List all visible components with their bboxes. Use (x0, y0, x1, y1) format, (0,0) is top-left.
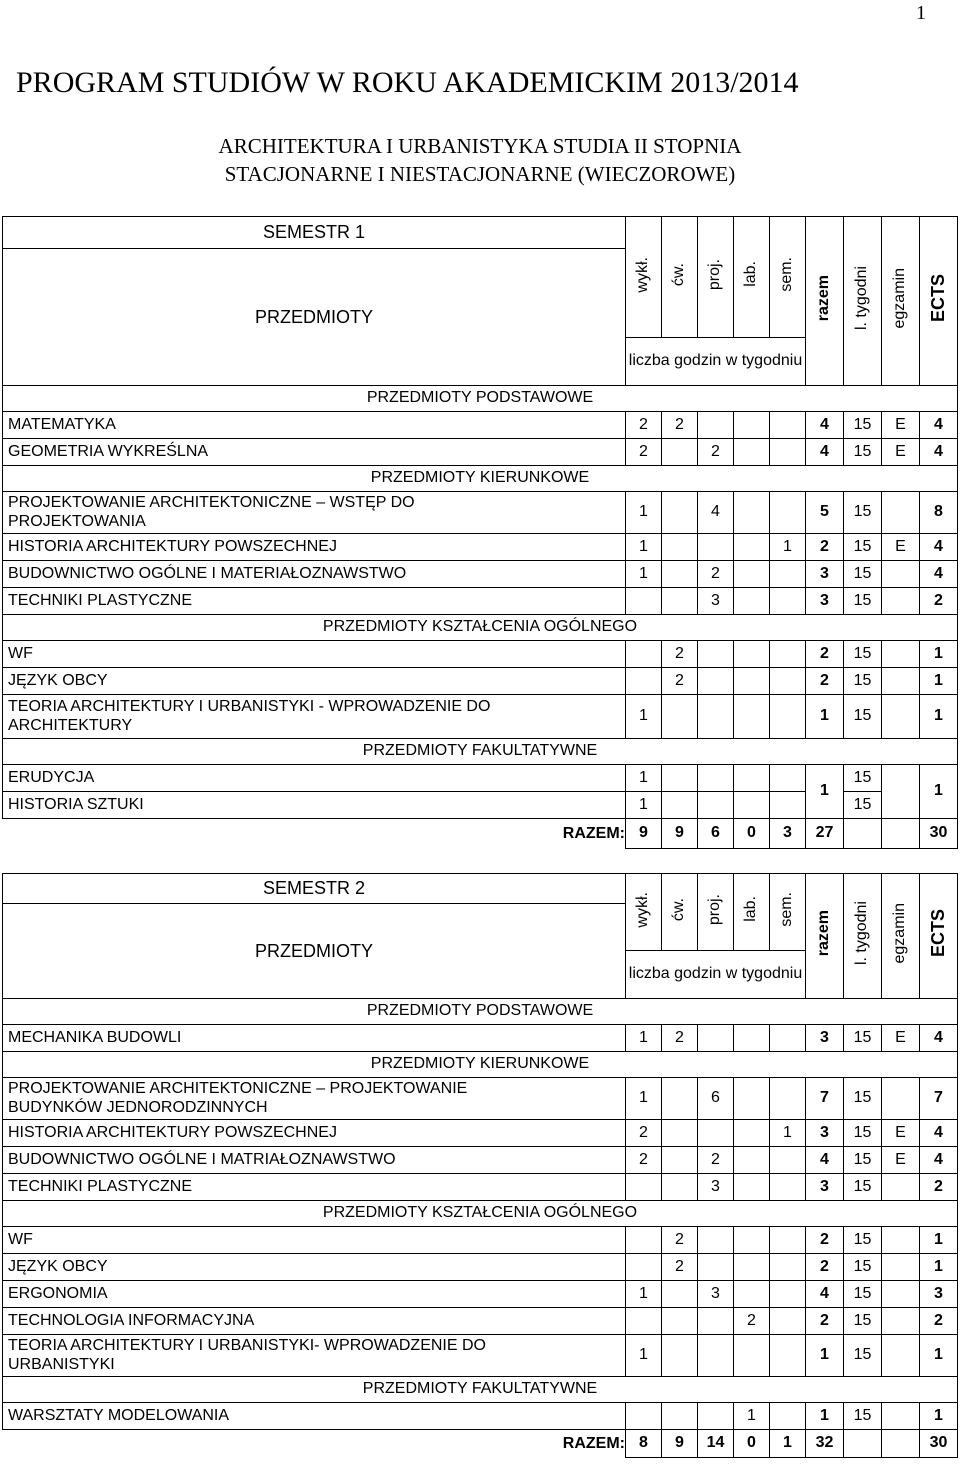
egzamin-value (882, 1281, 920, 1308)
semester-2-title: SEMESTR 2 (3, 874, 626, 904)
ects-value: 4 (920, 412, 958, 439)
table-row (3, 1227, 958, 1254)
razem-value: 1 (806, 1335, 844, 1377)
lab-value: 2 (734, 1308, 770, 1335)
razem-value: 4 (806, 412, 844, 439)
razem-value: 2 (806, 641, 844, 668)
total-lab: 0 (734, 1430, 770, 1458)
cw-value (662, 1403, 698, 1430)
total-proj: 6 (698, 819, 734, 849)
tygodni-value: 15 (844, 492, 882, 534)
wykl-value (626, 1174, 662, 1201)
egzamin-value: E (882, 412, 920, 439)
table-row (3, 1254, 958, 1281)
cw-value: 2 (662, 641, 698, 668)
lab-value: 1 (734, 1403, 770, 1430)
tygodni-value: 15 (844, 1025, 882, 1052)
razem-value: 3 (806, 1120, 844, 1147)
wykl-value (626, 588, 662, 615)
table-row (3, 765, 958, 792)
table-row (3, 1335, 958, 1377)
col-proj: proj. (706, 258, 724, 290)
cw-value (662, 765, 698, 792)
tygodni-value: 15 (844, 1281, 882, 1308)
ects-value: 1 (920, 668, 958, 695)
col-lab: lab. (742, 261, 760, 288)
sem-value (770, 439, 806, 466)
lab-value (734, 1254, 770, 1281)
lab-value (734, 561, 770, 588)
egzamin-value: E (882, 1025, 920, 1052)
subject-name: ERUDYCJA (3, 765, 626, 792)
wykl-value: 1 (626, 492, 662, 534)
col-ects: ECTS (928, 909, 949, 958)
cw-value (662, 492, 698, 534)
sem-value (770, 1025, 806, 1052)
subject-name: TECHNIKI PLASTYCZNE (3, 588, 626, 615)
egzamin-value (882, 668, 920, 695)
razem-value: 2 (806, 1227, 844, 1254)
egzamin-value (882, 1308, 920, 1335)
lab-value (734, 668, 770, 695)
sem-value (770, 641, 806, 668)
lab-value (734, 439, 770, 466)
ects-value: 2 (920, 1174, 958, 1201)
ects-value: 4 (920, 1120, 958, 1147)
total-wykl: 9 (626, 819, 662, 849)
wykl-value: 1 (626, 792, 662, 819)
ects-value: 7 (920, 1078, 958, 1120)
lab-value (734, 1078, 770, 1120)
total-cw: 9 (662, 1430, 698, 1458)
subject-name: TEORIA ARCHITEKTURY I URBANISTYKI - WPROWADZENIE DO ARCHITEKTURY (3, 695, 626, 739)
col-ects: ECTS (928, 274, 949, 323)
proj-value (698, 1227, 734, 1254)
table-row (3, 1025, 958, 1052)
subject-name: JĘZYK OBCY (3, 668, 626, 695)
sem-value (770, 1147, 806, 1174)
sem-value (770, 668, 806, 695)
cw-value: 2 (662, 1254, 698, 1281)
wykl-value: 2 (626, 1147, 662, 1174)
table-row (3, 588, 958, 615)
section-kierunkowe: PRZEDMIOTY KIERUNKOWE (3, 466, 958, 492)
table-row (3, 561, 958, 588)
lab-value (734, 765, 770, 792)
wykl-value (626, 1403, 662, 1430)
sem-value (770, 1281, 806, 1308)
semester-1-title: SEMESTR 1 (3, 217, 626, 249)
tygodni-value: 15 (844, 534, 882, 561)
col-tygodni: l. tygodni (853, 901, 871, 966)
ects-value: 4 (920, 439, 958, 466)
tygodni-value: 15 (844, 641, 882, 668)
egzamin-value (882, 1078, 920, 1120)
proj-value (698, 534, 734, 561)
subtitle-line-2: STACJONARNE I NIESTACJONARNE (WIECZOROWE) (224, 162, 736, 186)
table-row (3, 534, 958, 561)
ects-value: 1 (920, 1254, 958, 1281)
total-sem: 3 (770, 819, 806, 849)
subject-name: MATEMATYKA (3, 412, 626, 439)
col-razem: razem (815, 910, 833, 957)
razem-value: 4 (806, 1147, 844, 1174)
wykl-value: 1 (626, 1025, 662, 1052)
wykl-value: 1 (626, 1078, 662, 1120)
egzamin-value: E (882, 1147, 920, 1174)
tygodni-value: 15 (844, 1174, 882, 1201)
razem-value: 5 (806, 492, 844, 534)
total-wykl: 8 (626, 1430, 662, 1458)
sem-value (770, 1308, 806, 1335)
wykl-value: 1 (626, 695, 662, 739)
sem-value (770, 765, 806, 792)
sem-value (770, 695, 806, 739)
ects-value: 1 (920, 641, 958, 668)
subject-name: BUDOWNICTWO OGÓLNE I MATRIAŁOZNAWSTWO (3, 1147, 626, 1174)
egzamin-value (882, 641, 920, 668)
wykl-value: 1 (626, 534, 662, 561)
lab-value (734, 1174, 770, 1201)
total-cw: 9 (662, 819, 698, 849)
wykl-value: 2 (626, 1120, 662, 1147)
sem-value (770, 561, 806, 588)
cw-value (662, 792, 698, 819)
cw-value (662, 695, 698, 739)
col-lab: lab. (742, 896, 760, 923)
proj-value: 3 (698, 588, 734, 615)
tygodni-value: 15 (844, 1227, 882, 1254)
subject-name: PROJEKTOWANIE ARCHITEKTONICZNE – WSTĘP DO PROJEKTOWANIA (3, 492, 626, 534)
subject-name: HISTORIA ARCHITEKTURY POWSZECHNEJ (3, 534, 626, 561)
wykl-value: 1 (626, 561, 662, 588)
proj-value (698, 1308, 734, 1335)
proj-value: 2 (698, 439, 734, 466)
egzamin-value (882, 1403, 920, 1430)
cw-value: 2 (662, 1025, 698, 1052)
total-proj: 14 (698, 1430, 734, 1458)
ects-value: 4 (920, 1147, 958, 1174)
table-row (3, 492, 958, 534)
razem-value: 4 (806, 1281, 844, 1308)
page-number: 1 (916, 2, 926, 24)
total-row (3, 819, 958, 849)
sem-value (770, 588, 806, 615)
przedmioty-header: PRZEDMIOTY (3, 249, 626, 386)
subtitle-line-1: ARCHITEKTURA I URBANISTYKA STUDIA II STOPNIA (218, 134, 742, 158)
col-sem: sem. (778, 256, 796, 292)
lab-value (734, 792, 770, 819)
razem-value: 7 (806, 1078, 844, 1120)
subject-name: PROJEKTOWANIE ARCHITEKTONICZNE – PROJEKTOWANIE BUDYNKÓW JEDNORODZINNYCH (3, 1078, 626, 1120)
ects-value: 2 (920, 1308, 958, 1335)
total-tygodni (844, 1430, 882, 1458)
wykl-value (626, 641, 662, 668)
sem-value (770, 1078, 806, 1120)
cw-value: 2 (662, 1227, 698, 1254)
ects-value: 2 (920, 588, 958, 615)
tygodni-value: 15 (844, 1254, 882, 1281)
col-sem: sem. (778, 891, 796, 927)
cw-value (662, 588, 698, 615)
tygodni-value: 15 (844, 1147, 882, 1174)
col-cw: ćw. (670, 262, 688, 286)
semester-2-table (2, 873, 958, 1458)
table-row (3, 439, 958, 466)
razem-value: 4 (806, 439, 844, 466)
tygodni-value: 15 (844, 439, 882, 466)
section-podstawowe: PRZEDMIOTY PODSTAWOWE (3, 386, 958, 412)
subject-name: GEOMETRIA WYKREŚLNA (3, 439, 626, 466)
proj-value (698, 1403, 734, 1430)
lab-value (734, 1281, 770, 1308)
total-tygodni (844, 819, 882, 849)
wykl-value (626, 1308, 662, 1335)
total-ects: 30 (920, 1430, 958, 1458)
subject-name: TECHNIKI PLASTYCZNE (3, 1174, 626, 1201)
wykl-value: 2 (626, 439, 662, 466)
proj-value: 4 (698, 492, 734, 534)
proj-value (698, 1025, 734, 1052)
egzamin-value (882, 561, 920, 588)
razem-value: 2 (806, 668, 844, 695)
razem-total-label: RAZEM: (3, 819, 626, 849)
lab-value (734, 1120, 770, 1147)
cw-value (662, 439, 698, 466)
razem-value: 3 (806, 1174, 844, 1201)
subject-name: TECHNOLOGIA INFORMACYJNA (3, 1308, 626, 1335)
egzamin-value (882, 695, 920, 739)
przedmioty-header: PRZEDMIOTY (3, 904, 626, 999)
egzamin-value (882, 765, 920, 819)
table-row (3, 641, 958, 668)
tygodni-value: 15 (844, 668, 882, 695)
col-razem: razem (815, 275, 833, 322)
section-fakultatywne: PRZEDMIOTY FAKULTATYWNE (3, 739, 958, 765)
sem-value: 1 (770, 534, 806, 561)
section-ksztalcenia: PRZEDMIOTY KSZTAŁCENIA OGÓLNEGO (3, 1201, 958, 1227)
razem-value: 2 (806, 534, 844, 561)
sem-value (770, 492, 806, 534)
lab-value (734, 492, 770, 534)
cw-value: 2 (662, 668, 698, 695)
cw-value (662, 1120, 698, 1147)
subject-name: TEORIA ARCHITEKTURY I URBANISTYKI- WPROWADZENIE DO URBANISTYKI (3, 1335, 626, 1377)
ects-value: 3 (920, 1281, 958, 1308)
lab-value (734, 695, 770, 739)
col-egzamin: egzamin (891, 268, 909, 329)
table-row (3, 1403, 958, 1430)
cw-value (662, 1147, 698, 1174)
lab-value (734, 641, 770, 668)
razem-value: 1 (806, 695, 844, 739)
subject-name: MECHANIKA BUDOWLI (3, 1025, 626, 1052)
proj-value (698, 1254, 734, 1281)
tygodni-value: 15 (844, 765, 882, 792)
egzamin-value (882, 492, 920, 534)
egzamin-value (882, 588, 920, 615)
ects-value: 4 (920, 534, 958, 561)
sem-value (770, 1335, 806, 1377)
egzamin-value: E (882, 534, 920, 561)
ects-value: 8 (920, 492, 958, 534)
table-row (3, 1308, 958, 1335)
cw-value (662, 1308, 698, 1335)
total-egzamin (882, 819, 920, 849)
table-row (3, 412, 958, 439)
wykl-value: 1 (626, 1335, 662, 1377)
tygodni-value: 15 (844, 1335, 882, 1377)
col-wykl: wykł. (634, 891, 652, 928)
razem-value: 1 (806, 765, 844, 819)
col-wykl: wykł. (634, 256, 652, 293)
total-sem: 1 (770, 1430, 806, 1458)
egzamin-value: E (882, 439, 920, 466)
table-row (3, 1174, 958, 1201)
subject-name: WF (3, 641, 626, 668)
proj-value: 6 (698, 1078, 734, 1120)
ects-value: 1 (920, 765, 958, 819)
table-row (3, 1120, 958, 1147)
ects-value: 1 (920, 1403, 958, 1430)
proj-value (698, 668, 734, 695)
razem-value: 2 (806, 1308, 844, 1335)
sem-value: 1 (770, 1120, 806, 1147)
table-row (3, 1281, 958, 1308)
egzamin-value (882, 1227, 920, 1254)
tygodni-value: 15 (844, 792, 882, 819)
tygodni-value: 15 (844, 1120, 882, 1147)
sem-value (770, 1174, 806, 1201)
col-cw: ćw. (670, 897, 688, 921)
tygodni-value: 15 (844, 561, 882, 588)
tygodni-value: 15 (844, 588, 882, 615)
lab-value (734, 534, 770, 561)
cw-value (662, 1078, 698, 1120)
proj-value (698, 1120, 734, 1147)
subject-name: BUDOWNICTWO OGÓLNE I MATERIAŁOZNAWSTWO (3, 561, 626, 588)
proj-value (698, 412, 734, 439)
subject-name: HISTORIA ARCHITEKTURY POWSZECHNEJ (3, 1120, 626, 1147)
egzamin-value: E (882, 1120, 920, 1147)
ects-value: 1 (920, 695, 958, 739)
col-egzamin: egzamin (891, 903, 909, 964)
proj-value (698, 792, 734, 819)
sem-value (770, 412, 806, 439)
table-row (3, 1147, 958, 1174)
razem-value: 3 (806, 588, 844, 615)
lab-value (734, 1227, 770, 1254)
lab-value (734, 412, 770, 439)
lab-value (734, 1335, 770, 1377)
ects-value: 1 (920, 1335, 958, 1377)
razem-value: 1 (806, 1403, 844, 1430)
proj-value: 3 (698, 1281, 734, 1308)
cw-value (662, 561, 698, 588)
table-row (3, 668, 958, 695)
tygodni-value: 15 (844, 1078, 882, 1120)
subject-name: HISTORIA SZTUKI (3, 792, 626, 819)
total-razem: 32 (806, 1430, 844, 1458)
table-row (3, 1078, 958, 1120)
section-kierunkowe: PRZEDMIOTY KIERUNKOWE (3, 1052, 958, 1078)
wykl-value (626, 1254, 662, 1281)
razem-total-label: RAZEM: (3, 1430, 626, 1458)
proj-value: 3 (698, 1174, 734, 1201)
tygodni-value: 15 (844, 695, 882, 739)
section-podstawowe: PRZEDMIOTY PODSTAWOWE (3, 999, 958, 1025)
wykl-value (626, 668, 662, 695)
lab-value (734, 588, 770, 615)
cw-value (662, 1281, 698, 1308)
cw-value (662, 1174, 698, 1201)
egzamin-value (882, 1174, 920, 1201)
sem-value (770, 792, 806, 819)
liczba-godzin-header: liczba godzin w tygodniu (626, 951, 806, 999)
lab-value (734, 1025, 770, 1052)
total-row (3, 1430, 958, 1458)
semester-1-table (2, 216, 958, 849)
proj-value: 2 (698, 561, 734, 588)
egzamin-value (882, 1254, 920, 1281)
wykl-value: 1 (626, 1281, 662, 1308)
proj-value: 2 (698, 1147, 734, 1174)
tygodni-value: 15 (844, 1308, 882, 1335)
tygodni-value: 15 (844, 1403, 882, 1430)
razem-value: 3 (806, 561, 844, 588)
ects-value: 4 (920, 561, 958, 588)
ects-value: 4 (920, 1025, 958, 1052)
wykl-value (626, 1227, 662, 1254)
subject-name: WARSZTATY MODELOWANIA (3, 1403, 626, 1430)
proj-value (698, 1335, 734, 1377)
page-title: PROGRAM STUDIÓW W ROKU AKADEMICKIM 2013/2014 (16, 66, 799, 99)
cw-value: 2 (662, 412, 698, 439)
sem-value (770, 1254, 806, 1281)
section-ksztalcenia: PRZEDMIOTY KSZTAŁCENIA OGÓLNEGO (3, 615, 958, 641)
section-fakultatywne: PRZEDMIOTY FAKULTATYWNE (3, 1377, 958, 1403)
wykl-value: 1 (626, 765, 662, 792)
total-lab: 0 (734, 819, 770, 849)
proj-value (698, 695, 734, 739)
sem-value (770, 1403, 806, 1430)
subject-name: JĘZYK OBCY (3, 1254, 626, 1281)
col-tygodni: l. tygodni (853, 266, 871, 331)
liczba-godzin-header: liczba godzin w tygodniu (626, 338, 806, 386)
lab-value (734, 1147, 770, 1174)
sem-value (770, 1227, 806, 1254)
cw-value (662, 1335, 698, 1377)
razem-value: 2 (806, 1254, 844, 1281)
total-ects: 30 (920, 819, 958, 849)
egzamin-value (882, 1335, 920, 1377)
subject-name: WF (3, 1227, 626, 1254)
table-row (3, 695, 958, 739)
razem-value: 3 (806, 1025, 844, 1052)
wykl-value: 2 (626, 412, 662, 439)
total-razem: 27 (806, 819, 844, 849)
col-proj: proj. (706, 893, 724, 925)
cw-value (662, 534, 698, 561)
ects-value: 1 (920, 1227, 958, 1254)
proj-value (698, 641, 734, 668)
tygodni-value: 15 (844, 412, 882, 439)
subject-name: ERGONOMIA (3, 1281, 626, 1308)
total-egzamin (882, 1430, 920, 1458)
proj-value (698, 765, 734, 792)
